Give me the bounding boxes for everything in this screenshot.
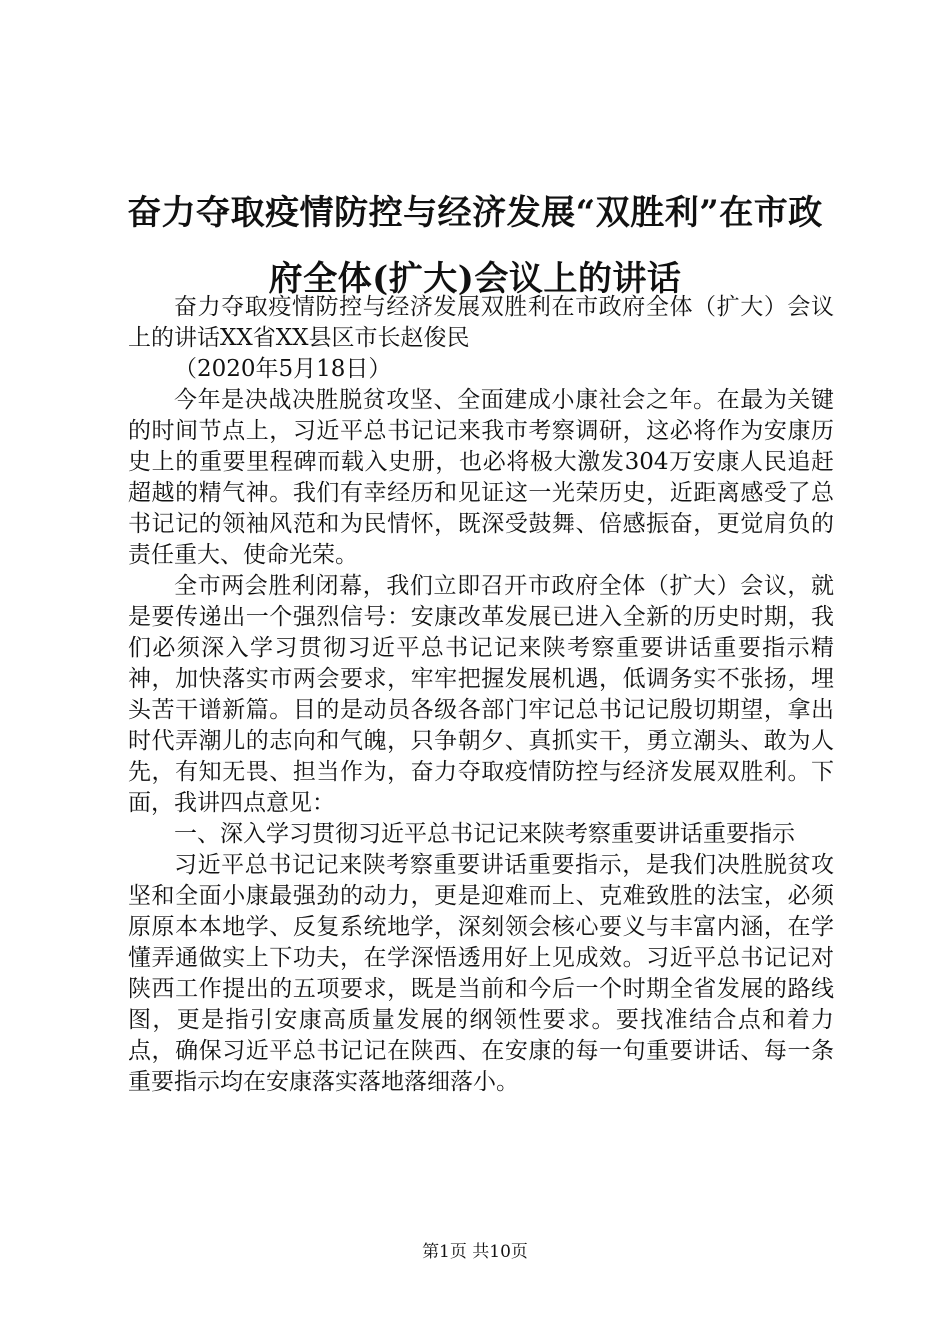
- paragraph-meeting-purpose: 全市两会胜利闭幕，我们立即召开市政府全体（扩大）会议，就是要传递出一个强烈信号：安康改革发展已进入全新的历史时期，我们必须深入学习贯彻习近平总书记记来陕考察重要讲话重要指示精神，加快落实市两会要求，牢牢把握发展机遇，低调务实不张扬，埋头苦干谱新篇。目的是动员各级各部门牢记总书记记殷切期望，拿出时代弄潮儿的志向和气魄，只争朝夕、真抓实干，勇立潮头、敢为人先，有知无畏、担当作为，奋力夺取疫情防控与经济发展双胜利。下面，我讲四点意见：: [128, 573, 834, 816]
- section-heading-one: 一、深入学习贯彻习近平总书记记来陕考察重要讲话重要指示: [174, 821, 795, 847]
- paragraph-section-one: 习近平总书记记来陕考察重要讲话重要指示，是我们决胜脱贫攻坚和全面小康最强劲的动力，更是迎难而上、克难致胜的法宝，必须原原本本地学、反复系统地学，深刻领会核心要义与丰富内涵，在学懂弄通做实上下功夫，在学深悟透用好上见成效。习近平总书记记对陕西工作提出的五项要求，既是当前和今后一个时期全省发展的路线图，更是指引安康高质量发展的纲领性要求。要找准结合点和着力点，确保习近平总书记记在陕西、在安康的每一句重要讲话、每一条重要指示均在安康落实落地落细落小。: [128, 852, 834, 1095]
- document-title: 奋力夺取疫情防控与经济发展“双胜利”在市政府全体(扩大)会议上的讲话: [127, 193, 823, 299]
- paragraph-intro: 今年是决战决胜脱贫攻坚、全面建成小康社会之年。在最为关键的时间节点上，习近平总书记记来我市考察调研，这必将作为安康历史上的重要里程碑而载入史册，也必将极大激发304万安康人民追赶超越的精气神。我们有幸经历和见证这一光荣历史，近距离感受了总书记记的领袖风范和为民情怀，既深受鼓舞、倍感振奋，更觉肩负的责任重大、使命光荣。: [128, 387, 834, 568]
- document-body: [128, 292, 834, 1098]
- paragraph-heading-line: 奋力夺取疫情防控与经济发展双胜利在市政府全体（扩大）会议上的讲话XX省XX县区市长赵俊民: [128, 294, 834, 351]
- page-footer: 第1页 共10页: [422, 1242, 528, 1262]
- paragraph-date: （2020年5月18日）: [174, 356, 392, 382]
